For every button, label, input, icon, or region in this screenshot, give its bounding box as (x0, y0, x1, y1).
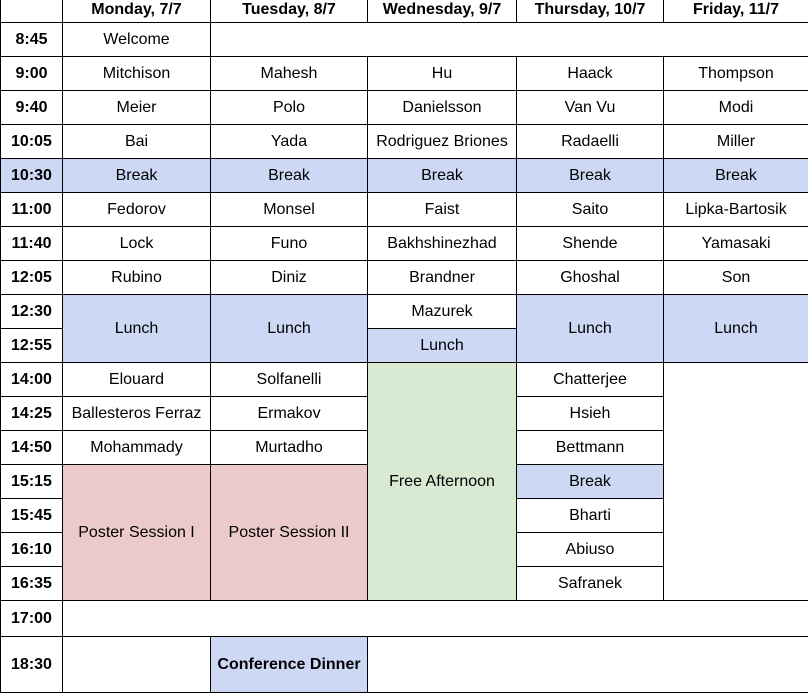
empty-cell (63, 601, 808, 637)
table-row (1, 363, 808, 397)
time-cell: 14:50 (1, 431, 63, 465)
poster-session-cell: Poster Session II (211, 465, 368, 601)
time-cell: 10:30 (1, 159, 63, 193)
talk-cell: Radaelli (517, 125, 664, 159)
table-row (1, 57, 808, 91)
table-row (1, 125, 808, 159)
talk-cell: Mitchison (63, 57, 211, 91)
welcome-cell: Welcome (63, 23, 211, 57)
talk-cell: Fedorov (63, 193, 211, 227)
table-row (1, 159, 808, 193)
talk-cell: Mohammady (63, 431, 211, 465)
talk-cell: Faist (368, 193, 517, 227)
table-row (1, 193, 808, 227)
conference-dinner-cell: Conference Dinner (211, 637, 368, 693)
time-cell: 12:55 (1, 329, 63, 363)
lunch-cell: Lunch (664, 295, 808, 363)
time-cell: 16:35 (1, 567, 63, 601)
talk-cell: Danielsson (368, 91, 517, 125)
talk-cell: Monsel (211, 193, 368, 227)
talk-cell: Yamasaki (664, 227, 808, 261)
break-cell: Break (517, 159, 664, 193)
break-cell: Break (664, 159, 808, 193)
header-tuesday: Tuesday, 8/7 (211, 0, 368, 23)
talk-cell: Elouard (63, 363, 211, 397)
talk-cell: Thompson (664, 57, 808, 91)
talk-cell: Hu (368, 57, 517, 91)
talk-cell: Safranek (517, 567, 664, 601)
empty-cell (368, 637, 808, 693)
time-cell: 10:05 (1, 125, 63, 159)
talk-cell: Miller (664, 125, 808, 159)
empty-cell (664, 363, 808, 601)
lunch-cell: Lunch (63, 295, 211, 363)
header-friday: Friday, 11/7 (664, 0, 808, 23)
talk-cell: Mazurek (368, 295, 517, 329)
talk-cell: Shende (517, 227, 664, 261)
talk-cell: Mahesh (211, 57, 368, 91)
break-cell: Break (63, 159, 211, 193)
break-cell: Break (517, 465, 664, 499)
talk-cell: Son (664, 261, 808, 295)
talk-cell: Hsieh (517, 397, 664, 431)
time-cell: 17:00 (1, 601, 63, 637)
talk-cell: Solfanelli (211, 363, 368, 397)
break-cell: Break (368, 159, 517, 193)
talk-cell: Brandner (368, 261, 517, 295)
talk-cell: Murtadho (211, 431, 368, 465)
talk-cell: Ballesteros Ferraz (63, 397, 211, 431)
talk-cell: Diniz (211, 261, 368, 295)
table-row (1, 295, 808, 329)
time-cell: 16:10 (1, 533, 63, 567)
poster-session-cell: Poster Session I (63, 465, 211, 601)
talk-cell: Modi (664, 91, 808, 125)
talk-cell: Rubino (63, 261, 211, 295)
table-row (1, 227, 808, 261)
table-row (1, 91, 808, 125)
lunch-cell: Lunch (211, 295, 368, 363)
free-afternoon-cell: Free Afternoon (368, 363, 517, 601)
table-row (1, 23, 808, 57)
talk-cell: Yada (211, 125, 368, 159)
time-cell: 12:30 (1, 295, 63, 329)
time-cell: 14:00 (1, 363, 63, 397)
talk-cell: Van Vu (517, 91, 664, 125)
talk-cell: Ermakov (211, 397, 368, 431)
time-cell: 18:30 (1, 637, 63, 693)
talk-cell: Lipka-Bartosik (664, 193, 808, 227)
time-cell: 8:45 (1, 23, 63, 57)
talk-cell: Lock (63, 227, 211, 261)
talk-cell: Abiuso (517, 533, 664, 567)
time-cell: 11:00 (1, 193, 63, 227)
lunch-cell: Lunch (368, 329, 517, 363)
talk-cell: Bakhshinezhad (368, 227, 517, 261)
table-row (1, 637, 808, 693)
talk-cell: Ghoshal (517, 261, 664, 295)
talk-cell: Bharti (517, 499, 664, 533)
break-cell: Break (211, 159, 368, 193)
talk-cell: Meier (63, 91, 211, 125)
corner-cell (1, 0, 63, 23)
time-cell: 15:15 (1, 465, 63, 499)
empty-cell (211, 23, 808, 57)
header-thursday: Thursday, 10/7 (517, 0, 664, 23)
talk-cell: Chatterjee (517, 363, 664, 397)
table-row (1, 601, 808, 637)
time-cell: 11:40 (1, 227, 63, 261)
header-row (1, 0, 808, 23)
talk-cell: Rodriguez Briones (368, 125, 517, 159)
talk-cell: Bai (63, 125, 211, 159)
table-row (1, 261, 808, 295)
time-cell: 14:25 (1, 397, 63, 431)
talk-cell: Saito (517, 193, 664, 227)
talk-cell: Polo (211, 91, 368, 125)
header-wednesday: Wednesday, 9/7 (368, 0, 517, 23)
talk-cell: Bettmann (517, 431, 664, 465)
lunch-cell: Lunch (517, 295, 664, 363)
time-cell: 15:45 (1, 499, 63, 533)
header-monday: Monday, 7/7 (63, 0, 211, 23)
empty-cell (63, 637, 211, 693)
time-cell: 9:00 (1, 57, 63, 91)
time-cell: 9:40 (1, 91, 63, 125)
talk-cell: Haack (517, 57, 664, 91)
time-cell: 12:05 (1, 261, 63, 295)
talk-cell: Funo (211, 227, 368, 261)
